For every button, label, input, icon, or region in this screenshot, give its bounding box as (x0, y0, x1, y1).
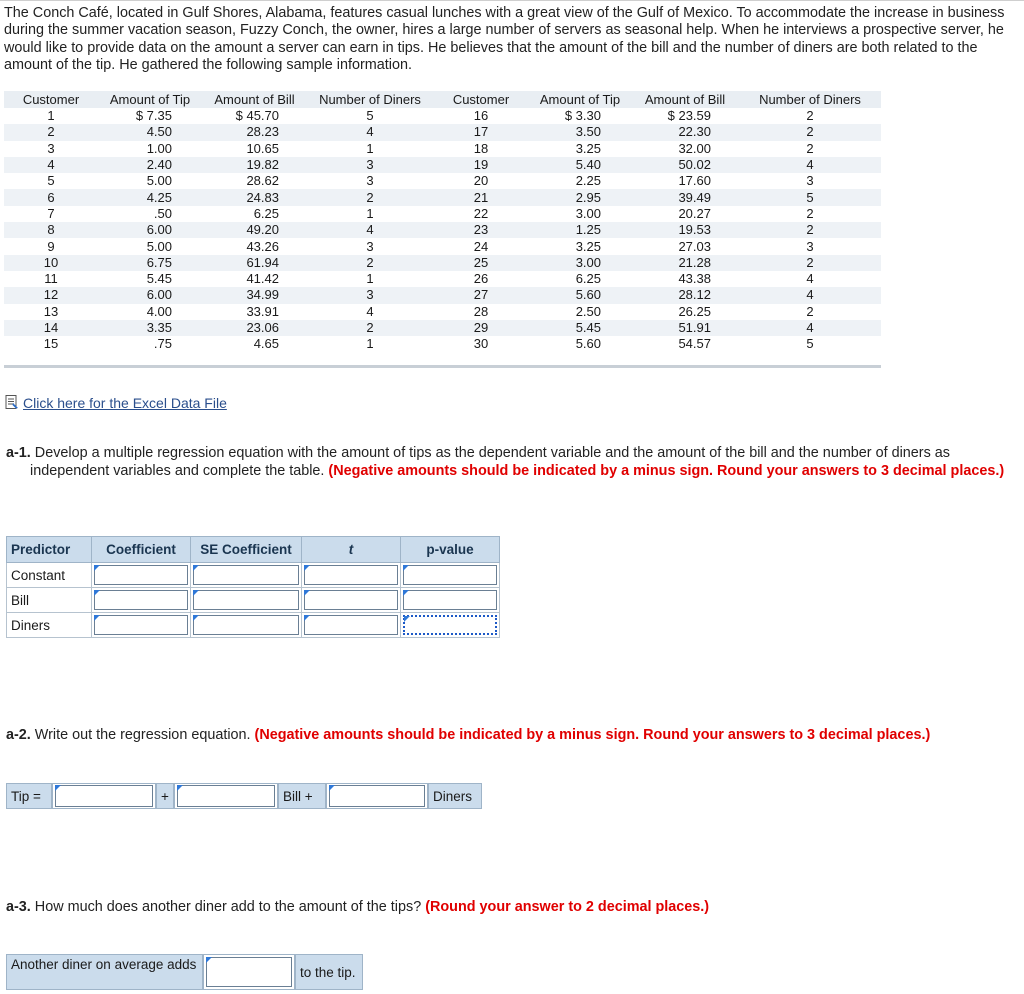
cell-tip-2: 2.25 (575, 173, 601, 189)
constant-coefficient-input[interactable] (94, 565, 188, 585)
table-row (4, 287, 881, 303)
cell-tip: 6.75 (98, 255, 202, 271)
cell-customer-2: 24 (473, 238, 489, 254)
cell-tip: 1.00 (146, 140, 172, 156)
cell-customer: 5 (47, 173, 55, 189)
cell-bill: 23.06 (202, 320, 307, 336)
cell-diners: 4 (366, 303, 374, 319)
cell-bill-2: 50.02 (631, 157, 739, 173)
cell-diners-2: 4 (806, 271, 814, 287)
cell-tip: 5.45 (146, 271, 172, 287)
cell-diners: 4 (307, 222, 433, 238)
excel-link-text[interactable]: Click here for the Excel Data File (23, 395, 227, 411)
cell-customer-2: 22 (473, 205, 489, 221)
table-bottom-rule (4, 365, 881, 368)
cell-diners: 2 (307, 255, 433, 271)
eq-tip-label: Tip = (6, 783, 52, 809)
cell-tip-2: 5.60 (529, 287, 631, 303)
cell-diners: 5 (366, 108, 374, 124)
cell-customer-2: 21 (433, 189, 529, 205)
cell-customer-2: 23 (433, 222, 529, 238)
cell-tip-2: 3.25 (575, 238, 601, 254)
cell-tip: .50 (153, 205, 172, 221)
cell-diners-2: 4 (739, 320, 881, 336)
cell-tip: 2.40 (98, 157, 202, 173)
a3-label: a-3. (6, 899, 31, 915)
col-se-coefficient: SE Coefficient (191, 537, 302, 563)
table-row (4, 206, 881, 222)
constant-p-input[interactable] (403, 565, 497, 585)
cell-customer-2: 17 (433, 124, 529, 140)
cell-diners: 2 (307, 189, 433, 205)
cell-diners: 3 (307, 287, 433, 303)
cell-customer-2: 18 (473, 140, 489, 156)
cell-customer: 14 (4, 320, 98, 336)
header-tip: Amount of Tip (98, 91, 202, 108)
table-row (4, 304, 881, 320)
cell-bill: 33.91 (246, 303, 279, 319)
cell-tip-2: 5.40 (529, 157, 631, 173)
header-diners-2: Number of Diners (739, 91, 881, 108)
cell-customer-2: 26 (473, 271, 489, 287)
diner-addition-input[interactable] (206, 957, 292, 987)
col-predictor: Predictor (7, 537, 92, 563)
cell-bill-2: 26.25 (678, 303, 711, 319)
cell-bill: 28.23 (202, 124, 307, 140)
cell-customer: 4 (4, 157, 98, 173)
a2-text: Write out the regression equation. (30, 727, 251, 743)
table-row (4, 141, 881, 157)
cell-tip: 4.50 (98, 124, 202, 140)
cell-diners: 3 (366, 173, 374, 189)
cell-diners-2: 4 (739, 157, 881, 173)
row-diners-label: Diners (7, 613, 92, 638)
header-customer: Customer (4, 91, 98, 108)
bill-p-input[interactable] (403, 590, 497, 610)
col-t: t (302, 537, 401, 563)
cell-bill-2: 27.03 (678, 238, 711, 254)
cell-tip-2: 5.45 (529, 320, 631, 336)
sample-table-header (4, 91, 881, 108)
header-bill-2: Amount of Bill (631, 91, 739, 108)
bill-se-input[interactable] (193, 590, 299, 610)
cell-bill-2: 17.60 (678, 173, 711, 189)
cell-tip-2: 3.00 (575, 205, 601, 221)
cell-customer: 7 (47, 205, 55, 221)
header-diners: Number of Diners (307, 91, 433, 108)
eq-diners-coef-input[interactable] (329, 785, 425, 807)
cell-diners: 2 (307, 320, 433, 336)
cell-customer: 12 (4, 287, 98, 303)
cell-customer: 1 (47, 108, 55, 124)
table-row (4, 238, 881, 254)
question-a2 (6, 727, 930, 745)
cell-bill-2: 39.49 (631, 189, 739, 205)
regression-equation-row (6, 783, 482, 809)
cell-tip: 5.00 (146, 173, 172, 189)
adds-suffix-label: to the tip. (295, 954, 363, 990)
cell-bill-2: 21.28 (631, 255, 739, 271)
cell-diners-2: 2 (806, 108, 814, 124)
header-bill: Amount of Bill (202, 91, 307, 108)
cell-bill: 24.83 (202, 189, 307, 205)
a2-label: a-2. (6, 727, 31, 743)
sample-table-body (4, 108, 881, 352)
cell-diners-2: 5 (739, 189, 881, 205)
cell-bill: 19.82 (202, 157, 307, 173)
cell-diners-2: 2 (806, 140, 814, 156)
cell-tip-2: 2.95 (529, 189, 631, 205)
table-row (4, 157, 881, 173)
cell-diners-2: 5 (806, 336, 814, 352)
cell-diners-2: 2 (739, 124, 881, 140)
cell-customer-2: 27 (433, 287, 529, 303)
diners-t-input[interactable] (304, 615, 398, 635)
cell-customer: 9 (47, 238, 55, 254)
cell-diners: 4 (307, 124, 433, 140)
row-constant-label: Constant (7, 563, 92, 588)
header-tip-2: Amount of Tip (529, 91, 631, 108)
cell-bill: 4.65 (253, 336, 279, 352)
row-bill (7, 588, 500, 613)
cell-customer: 6 (4, 189, 98, 205)
question-a1 (6, 445, 1016, 480)
row-diners (7, 613, 500, 638)
table-row (4, 189, 881, 205)
cell-customer-2: 16 (473, 108, 489, 124)
cell-tip-2: 5.60 (575, 336, 601, 352)
table-row (4, 255, 881, 271)
cell-diners-2: 2 (806, 205, 814, 221)
cell-diners: 1 (366, 205, 374, 221)
cell-bill-2: 19.53 (631, 222, 739, 238)
diners-se-input[interactable] (193, 615, 299, 635)
bill-coefficient-input[interactable] (94, 590, 188, 610)
cell-tip-2: $ 3.30 (564, 108, 601, 124)
constant-t-input[interactable] (304, 565, 398, 585)
diner-addition-row (6, 954, 363, 990)
cell-customer: 11 (44, 271, 58, 287)
cell-bill-2: $ 23.59 (667, 108, 711, 124)
cell-diners: 3 (366, 238, 374, 254)
a1-text: Develop a multiple regression equation with the amount of tips as the dependent variable and the amount of the bill and the number of diners as (30, 445, 950, 461)
a1-text-2: independent variables and complete the table. (30, 462, 325, 479)
cell-diners-2: 3 (806, 173, 814, 189)
cell-customer-2: 20 (473, 173, 489, 189)
row-constant (7, 563, 500, 588)
cell-customer-2: 19 (433, 157, 529, 173)
top-rule (0, 0, 1024, 1)
cell-diners: 1 (366, 336, 374, 352)
cell-customer-2: 25 (433, 255, 529, 271)
diners-p-input[interactable] (403, 615, 497, 635)
cell-tip: 4.25 (98, 189, 202, 205)
cell-tip-2: 6.25 (575, 271, 601, 287)
eq-bill-coef-input[interactable] (177, 785, 275, 807)
cell-tip-2: 3.00 (529, 255, 631, 271)
cell-bill-2: 28.12 (631, 287, 739, 303)
cell-customer: 3 (47, 140, 55, 156)
cell-bill-2: 43.38 (678, 271, 711, 287)
regression-answer-table (6, 536, 500, 638)
a2-note: (Negative amounts should be indicated by a minus sign. Round your answers to 3 decimal places.) (250, 727, 931, 743)
cell-tip: 3.35 (98, 320, 202, 336)
cell-bill: 41.42 (246, 271, 279, 287)
excel-data-link[interactable] (4, 394, 227, 411)
header-customer-2: Customer (433, 91, 529, 108)
eq-plus-label: + (156, 783, 174, 809)
cell-diners-2: 4 (739, 287, 881, 303)
cell-customer: 2 (4, 124, 98, 140)
cell-diners-2: 2 (739, 255, 881, 271)
table-row (4, 336, 881, 352)
a3-note: (Round your answer to 2 decimal places.) (421, 899, 710, 915)
cell-bill-2: 51.91 (631, 320, 739, 336)
question-a3 (6, 899, 709, 917)
cell-bill: 43.26 (246, 238, 279, 254)
a1-note: (Negative amounts should be indicated by a minus sign. Round your answers to 3 decimal places.) (324, 462, 1005, 479)
cell-diners: 1 (366, 271, 374, 287)
eq-bill-label: Bill + (278, 783, 326, 809)
bill-t-input[interactable] (304, 590, 398, 610)
cell-bill: 6.25 (253, 205, 279, 221)
cell-tip-2: 2.50 (575, 303, 601, 319)
cell-diners-2: 2 (806, 303, 814, 319)
table-row (4, 124, 881, 140)
cell-bill-2: 54.57 (678, 336, 711, 352)
cell-tip-2: 3.25 (575, 140, 601, 156)
diners-coefficient-input[interactable] (94, 615, 188, 635)
cell-customer: 13 (43, 303, 59, 319)
cell-bill-2: 20.27 (678, 205, 711, 221)
document-icon (4, 394, 20, 410)
col-coefficient: Coefficient (92, 537, 191, 563)
cell-customer-2: 28 (473, 303, 489, 319)
cell-bill: $ 45.70 (235, 108, 279, 124)
sample-data-table (4, 91, 881, 352)
cell-diners: 3 (307, 157, 433, 173)
cell-tip: $ 7.35 (135, 108, 172, 124)
cell-bill: 28.62 (246, 173, 279, 189)
table-row (4, 320, 881, 336)
cell-bill: 61.94 (202, 255, 307, 271)
cell-bill: 49.20 (202, 222, 307, 238)
cell-tip-2: 1.25 (529, 222, 631, 238)
cell-customer-2: 29 (433, 320, 529, 336)
table-row (4, 222, 881, 238)
cell-bill-2: 22.30 (631, 124, 739, 140)
cell-bill: 34.99 (202, 287, 307, 303)
cell-customer: 15 (43, 336, 59, 352)
cell-diners-2: 3 (806, 238, 814, 254)
constant-se-input[interactable] (193, 565, 299, 585)
cell-customer: 10 (4, 255, 98, 271)
adds-prefix-label: Another diner on average adds (6, 954, 203, 990)
a1-label: a-1. (6, 445, 31, 461)
cell-customer: 8 (4, 222, 98, 238)
eq-diners-label: Diners (428, 783, 482, 809)
table-row (4, 271, 881, 287)
cell-tip-2: 3.50 (529, 124, 631, 140)
problem-intro: The Conch Café, located in Gulf Shores, Alabama, features casual lunches with a great view of the Gulf of Mexico. To accommodate the increase in business during the summer vacation season, Fuzzy Conch, the owner, hires a large number of servers as seasonal help. When he interviews a prospective server, he would like to provide data on the amount a server can earn in tips. He believes that the amount of the bill and the number of diners are both related to the amount of the tip. He gathered the following sample information. (4, 5, 1005, 73)
cell-tip: 5.00 (146, 238, 172, 254)
cell-diners-2: 2 (739, 222, 881, 238)
cell-bill: 10.65 (246, 140, 279, 156)
table-row (4, 173, 881, 189)
eq-constant-input[interactable] (55, 785, 153, 807)
row-bill-label: Bill (7, 588, 92, 613)
cell-bill-2: 32.00 (678, 140, 711, 156)
cell-tip: .75 (153, 336, 172, 352)
cell-tip: 6.00 (98, 287, 202, 303)
table-row (4, 108, 881, 124)
cell-tip: 4.00 (146, 303, 172, 319)
col-p-value: p-value (401, 537, 500, 563)
cell-tip: 6.00 (98, 222, 202, 238)
a3-text: How much does another diner add to the amount of the tips? (30, 899, 422, 915)
cell-customer-2: 30 (473, 336, 489, 352)
cell-diners: 1 (366, 140, 374, 156)
